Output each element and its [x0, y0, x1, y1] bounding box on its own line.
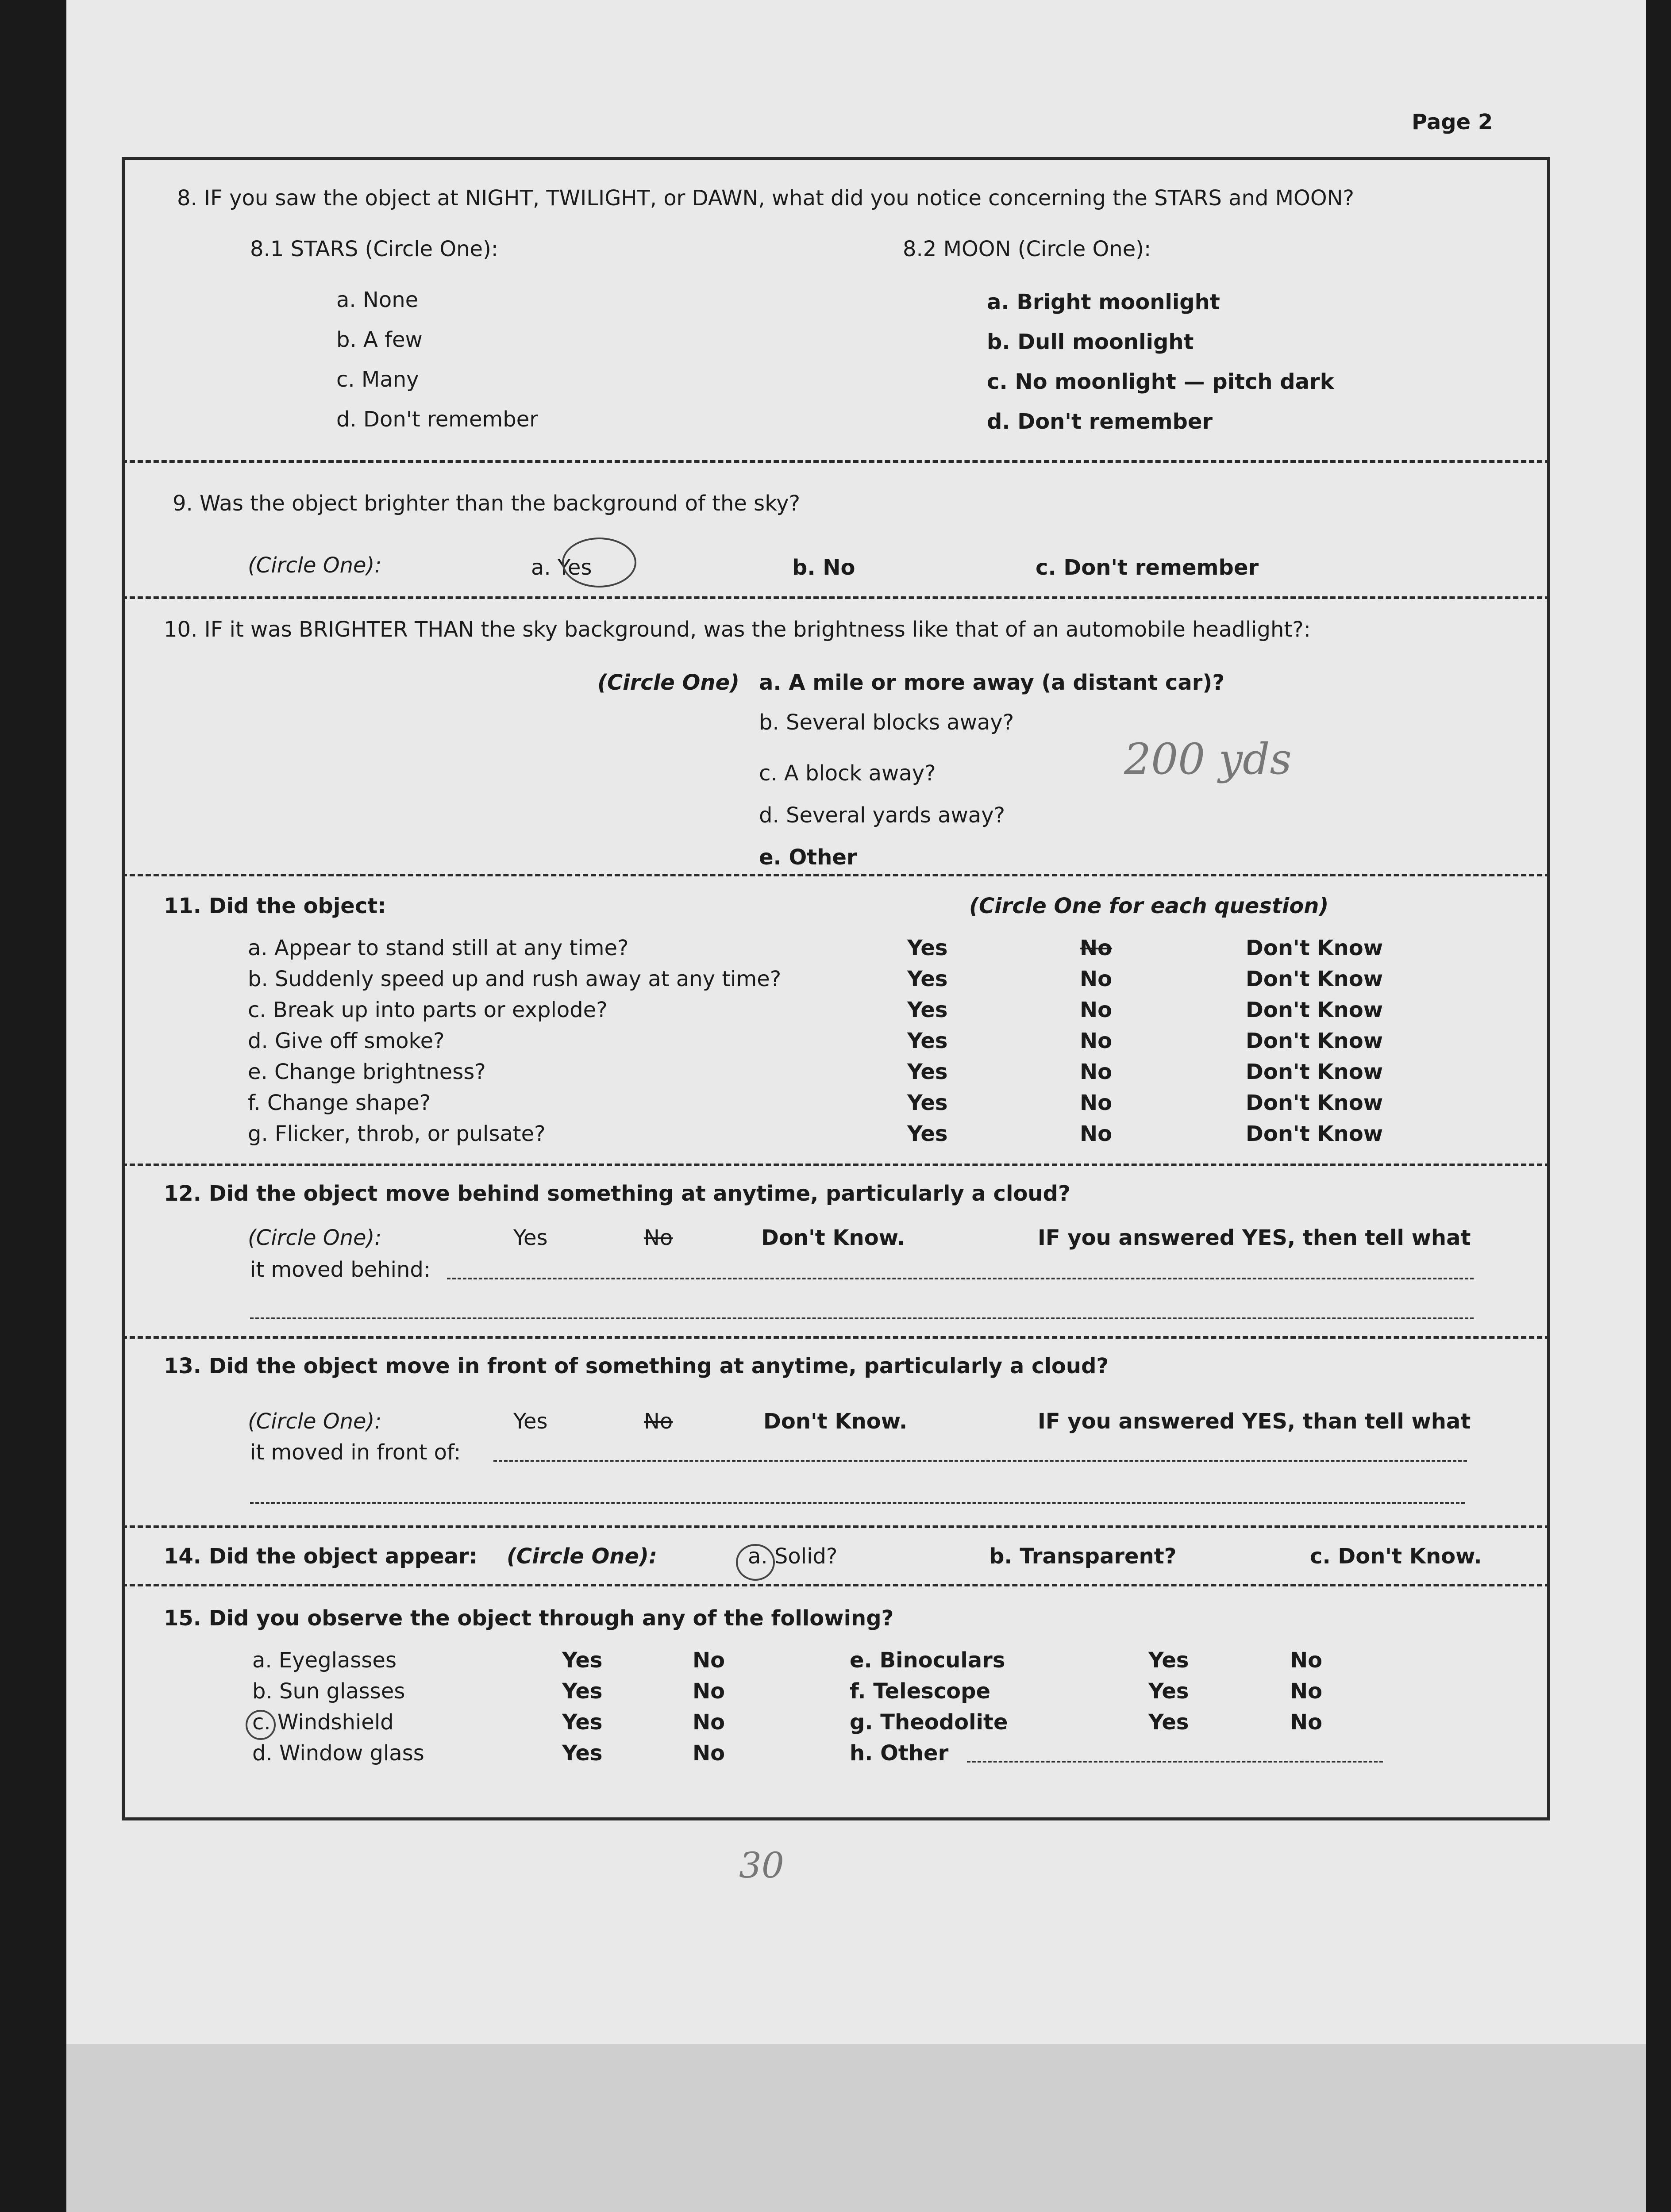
section-divider — [122, 596, 1550, 599]
q11-dont-know[interactable]: Don't Know — [1246, 1060, 1383, 1084]
q12-answer-line[interactable] — [250, 1317, 1474, 1319]
q11-row-label: a. Appear to stand still at any time? — [248, 936, 629, 960]
q10-option[interactable]: d. Several yards away? — [759, 803, 1005, 828]
q10-option[interactable]: b. Several blocks away? — [759, 710, 1014, 735]
q8-moon-option[interactable]: b. Dull moonlight — [987, 330, 1194, 354]
q15-yes[interactable]: Yes — [562, 1648, 603, 1673]
q11-no[interactable]: No — [1080, 1121, 1113, 1146]
page-number-handwritten: 30 — [739, 1845, 784, 1886]
q11-dont-know[interactable]: Don't Know — [1246, 1029, 1383, 1053]
q10-handwritten-answer: 200 yds — [1124, 734, 1292, 784]
q11-no[interactable]: No — [1080, 1091, 1113, 1115]
background-sheet — [66, 2044, 1646, 2212]
q12-answer-line[interactable] — [447, 1278, 1474, 1279]
q11-question: 11. Did the object: — [164, 894, 386, 918]
q15-item-label: b. Sun glasses — [252, 1679, 405, 1704]
q15-yes[interactable]: Yes — [1148, 1648, 1189, 1673]
answer-circle-mark — [562, 538, 636, 588]
q11-yes[interactable]: Yes — [907, 936, 948, 960]
q15-no[interactable]: No — [1290, 1710, 1323, 1735]
q14-option-dont-know[interactable]: c. Don't Know. — [1310, 1544, 1482, 1569]
q13-answer-line[interactable] — [493, 1460, 1467, 1462]
q8-moon-option[interactable]: d. Don't remember — [987, 409, 1213, 434]
q13-answer-line[interactable] — [250, 1502, 1465, 1504]
q8-moon-option[interactable]: a. Bright moonlight — [987, 290, 1220, 315]
answer-circle-mark — [736, 1544, 775, 1581]
q11-yes[interactable]: Yes — [907, 998, 948, 1022]
q9-option-dont-remember[interactable]: c. Don't remember — [1036, 555, 1259, 580]
q8-stars-option[interactable]: b. A few — [336, 327, 423, 352]
q11-row-label: d. Give off smoke? — [248, 1029, 445, 1053]
q15-yes[interactable]: Yes — [1148, 1679, 1189, 1704]
q15-item-label: f. Telescope — [850, 1679, 991, 1704]
q12-yes[interactable]: Yes — [513, 1225, 548, 1250]
q14-instruction: (Circle One): — [507, 1544, 658, 1569]
q11-no[interactable]: No — [1080, 1029, 1113, 1053]
q12-no[interactable]: No — [644, 1225, 673, 1250]
q11-row-label: g. Flicker, throb, or pulsate? — [248, 1121, 546, 1146]
q15-item-label: h. Other — [850, 1741, 949, 1766]
page-label: Page 2 — [1412, 110, 1493, 134]
q13-no[interactable]: No — [644, 1409, 673, 1434]
q8-question: 8. IF you saw the object at NIGHT, TWILIGHT, or DAWN, what did you notice concerning the STARS and MOON? — [177, 186, 1354, 211]
q15-no[interactable]: No — [693, 1710, 725, 1735]
q11-yes[interactable]: Yes — [907, 1029, 948, 1053]
q10-option[interactable]: c. A block away? — [759, 761, 936, 786]
q14-question: 14. Did the object appear: — [164, 1544, 477, 1569]
q15-yes[interactable]: Yes — [1148, 1710, 1189, 1735]
q13-followup2: it moved in front of: — [250, 1440, 461, 1465]
q9-instruction: (Circle One): — [248, 553, 382, 578]
q15-no[interactable]: No — [693, 1741, 725, 1766]
q8-stars-option[interactable]: a. None — [336, 288, 419, 312]
q15-other-line[interactable] — [967, 1761, 1383, 1763]
q12-dont-know[interactable]: Don't Know. — [761, 1225, 905, 1250]
q11-no[interactable]: No — [1080, 967, 1113, 991]
q11-no[interactable]: No — [1080, 1060, 1113, 1084]
q11-no[interactable]: No — [1080, 936, 1113, 960]
q11-row-label: e. Change brightness? — [248, 1060, 486, 1084]
q11-yes[interactable]: Yes — [907, 1060, 948, 1084]
q15-item-label: a. Eyeglasses — [252, 1648, 397, 1673]
q11-instruction: (Circle One for each question) — [969, 894, 1329, 918]
q13-followup: IF you answered YES, than tell what — [1038, 1409, 1471, 1434]
q15-item-label: e. Binoculars — [850, 1648, 1005, 1673]
q13-instruction: (Circle One): — [248, 1409, 382, 1434]
q10-question: 10. IF it was BRIGHTER THAN the sky background, was the brightness like that of an automobile headlight?: — [164, 617, 1311, 642]
q14-option-solid[interactable]: a. Solid? — [748, 1544, 838, 1569]
q15-no[interactable]: No — [693, 1648, 725, 1673]
q11-row-label: b. Suddenly speed up and rush away at any time? — [248, 967, 782, 991]
q9-option-no[interactable]: b. No — [792, 555, 855, 580]
q8-stars-option[interactable]: c. Many — [336, 367, 419, 392]
section-divider — [122, 460, 1550, 463]
q10-instruction: (Circle One) — [597, 670, 739, 695]
section-divider — [122, 874, 1550, 876]
q9-question: 9. Was the object brighter than the background of the sky? — [173, 491, 801, 516]
q10-option[interactable]: a. A mile or more away (a distant car)? — [759, 670, 1225, 695]
q11-dont-know[interactable]: Don't Know — [1246, 1091, 1383, 1115]
section-divider — [122, 1525, 1550, 1528]
q11-yes[interactable]: Yes — [907, 1091, 948, 1115]
section-divider — [122, 1336, 1550, 1339]
q15-question: 15. Did you observe the object through any of the following? — [164, 1606, 894, 1631]
q15-no[interactable]: No — [693, 1679, 725, 1704]
q11-yes[interactable]: Yes — [907, 967, 948, 991]
q8-moon-label: 8.2 MOON (Circle One): — [903, 237, 1151, 261]
q12-followup: IF you answered YES, then tell what — [1038, 1225, 1471, 1250]
q11-no[interactable]: No — [1080, 998, 1113, 1022]
q8-moon-option[interactable]: c. No moonlight — pitch dark — [987, 369, 1334, 394]
q11-dont-know[interactable]: Don't Know — [1246, 998, 1383, 1022]
q11-row-label: c. Break up into parts or explode? — [248, 998, 608, 1022]
q12-instruction: (Circle One): — [248, 1225, 382, 1250]
q11-dont-know[interactable]: Don't Know — [1246, 936, 1383, 960]
answer-circle-mark — [246, 1710, 276, 1740]
q11-dont-know[interactable]: Don't Know — [1246, 967, 1383, 991]
q11-row-label: f. Change shape? — [248, 1091, 431, 1115]
q14-option-transparent[interactable]: b. Transparent? — [989, 1544, 1177, 1569]
q12-question: 12. Did the object move behind something at anytime, particularly a cloud? — [164, 1181, 1070, 1206]
q15-no[interactable]: No — [1290, 1648, 1323, 1673]
q8-stars-option[interactable]: d. Don't remember — [336, 407, 538, 432]
q15-yes[interactable]: Yes — [562, 1741, 603, 1766]
q15-item-label: g. Theodolite — [850, 1710, 1008, 1735]
q15-yes[interactable]: Yes — [562, 1710, 603, 1735]
q10-option[interactable]: e. Other — [759, 845, 857, 870]
q13-yes[interactable]: Yes — [513, 1409, 548, 1434]
q9-option-yes[interactable]: a. Yes — [531, 555, 592, 580]
q15-yes[interactable]: Yes — [562, 1679, 603, 1704]
q13-question: 13. Did the object move in front of something at anytime, particularly a cloud? — [164, 1354, 1109, 1379]
q8-stars-label: 8.1 STARS (Circle One): — [250, 237, 498, 261]
q15-item-label: c. Windshield — [252, 1710, 394, 1735]
q11-dont-know[interactable]: Don't Know — [1246, 1121, 1383, 1146]
q11-yes[interactable]: Yes — [907, 1121, 948, 1146]
section-divider — [122, 1584, 1550, 1586]
q15-item-label: d. Window glass — [252, 1741, 424, 1766]
q15-no[interactable]: No — [1290, 1679, 1323, 1704]
q12-followup2: it moved behind: — [250, 1257, 431, 1282]
q13-dont-know[interactable]: Don't Know. — [763, 1409, 908, 1434]
section-divider — [122, 1164, 1550, 1166]
